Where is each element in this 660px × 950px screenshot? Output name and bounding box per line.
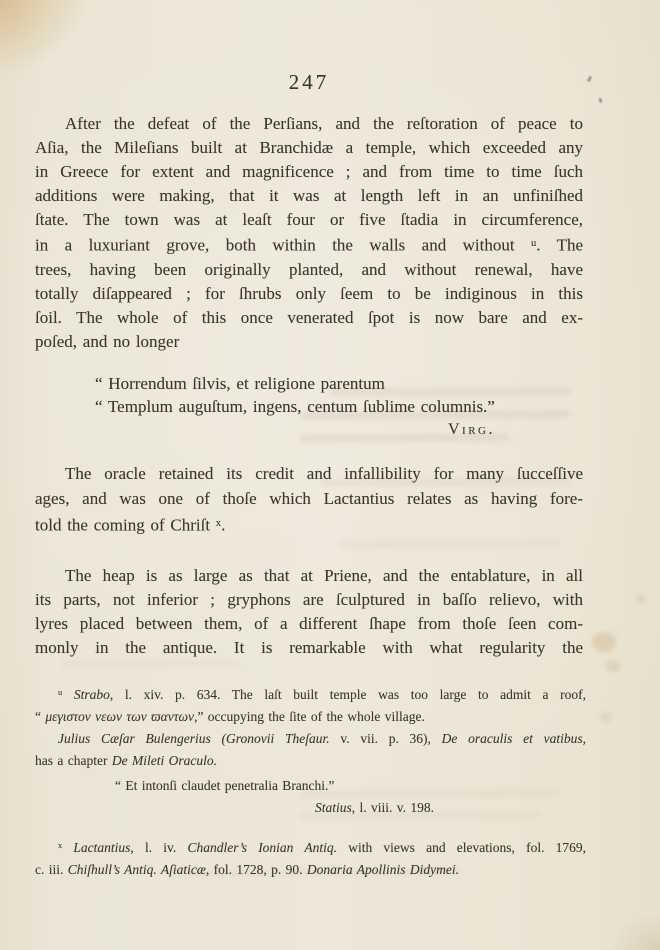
text-segment: c. iii. (35, 861, 68, 877)
footnote-marker-u: u (530, 238, 537, 249)
text-segment: Strabo (73, 686, 110, 702)
text-segment: ,” occupying the ſite of the whole village. (194, 708, 425, 724)
paragraph-temple-at-branchidae (35, 112, 583, 354)
text-line (35, 258, 583, 282)
text-segment: , l. xiv. p. 634. The laſt built temple was too large to admit a roof, (109, 686, 586, 702)
text-segment: its parts, not inferior ; gryphons are ſculptured in baſſo relievo, with (35, 590, 583, 609)
text-line (35, 232, 583, 258)
text-segment: , l. viii. v. 198. (351, 800, 435, 815)
bleed-through-line (340, 539, 560, 548)
greek-quotation: μεγιστον νεων των ϖαντων (45, 708, 195, 724)
text-segment: After the defeat of the Perſians, and the reſtoration of peace to (65, 114, 583, 133)
bleed-through-line (60, 660, 240, 668)
paragraph-heap-description (35, 564, 583, 660)
verse-line: “ Templum auguſtum, ingens, centum ſublime columnis.” (95, 397, 495, 416)
text-segment: “ (35, 708, 46, 724)
footnote-line (35, 835, 586, 859)
footnote-marker-u: u (58, 688, 63, 697)
text-segment: , l. iv. (130, 839, 188, 855)
text-segment: told the coming of Chriſt (35, 515, 216, 535)
footnote-strabo (35, 682, 586, 772)
foxing-spot (606, 660, 620, 672)
text-line (35, 486, 583, 511)
footnote-line (35, 859, 586, 881)
text-segment: additions were making, that it was at length left in an unfiniſhed (35, 186, 583, 205)
text-segment: De oraculis et vatibus (441, 730, 583, 746)
text-line (35, 461, 583, 486)
text-line (35, 136, 583, 160)
text-segment: poſed, and no longer (35, 331, 180, 351)
text-line (35, 160, 583, 184)
footnote-lactantius (35, 835, 586, 881)
text-line (35, 184, 583, 208)
text-segment: Statius (315, 800, 352, 815)
text-segment: . The (536, 235, 583, 255)
text-segment: Lactantius (73, 839, 131, 855)
footnote-line (35, 706, 586, 728)
text-segment: in a luxuriant grove, both within the walls and without (35, 235, 531, 255)
text-segment: The heap is as large as that at Priene, and the entablature, in all (65, 566, 583, 585)
text-segment: ſoil. The whole of this once venerated ſpot is now bare and ex- (35, 307, 583, 327)
text-segment: ſtate. The town was at leaſt four or five ſtadia in circumference, (35, 210, 583, 229)
text-segment: trees, having been originally planted, and without renewal, have (35, 259, 583, 279)
pencil-mark (587, 76, 592, 83)
text-segment: Aſia, the Mileſians built at Branchidæ a temple, which exceeded any (35, 138, 583, 157)
verse-line: “ Et intonſi claudet penetralia Branchi.” (115, 778, 335, 793)
text-segment: . (221, 515, 226, 535)
text-line (35, 112, 583, 136)
pencil-mark (598, 98, 602, 104)
text-line (35, 511, 583, 538)
text-segment: Julius Cæſar Bulengerius (Gronovii Theſaur. (58, 730, 330, 746)
text-segment: , (582, 730, 587, 746)
text-segment: ages, and was one of thoſe which Lactantius relates as having fore- (35, 489, 583, 508)
text-segment: lyres placed between them, of a different ſhape from thoſe ſeen com- (35, 614, 583, 633)
text-segment: De Mileti Oraculo. (111, 752, 217, 768)
quote-attribution: Virg. (448, 421, 495, 438)
text-segment: with views and elevations, fol. 1769, (337, 839, 587, 855)
text-line (35, 306, 583, 330)
text-line (35, 564, 583, 588)
footnote-marker-x: x (58, 841, 63, 850)
foxing-spot (600, 712, 612, 722)
footnote-line (35, 750, 586, 772)
text-segment: in Greece for extent and magnificence ; and from time to time ſuch (35, 162, 583, 181)
footnote-marker-x: x (215, 518, 222, 529)
text-segment (62, 687, 74, 702)
verse-line: “ Horrendum ſilvis, et religione parentum (95, 374, 385, 393)
text-line (35, 330, 583, 354)
text-segment: v. vii. p. 36), (329, 730, 442, 746)
text-line (35, 282, 583, 306)
text-segment: has a chapter (35, 752, 112, 768)
text-line (35, 208, 583, 232)
footnote-line (35, 728, 586, 750)
text-segment: Donaria Apollinis Didymei. (306, 861, 460, 877)
text-segment: Chandler’s Ionian Antiq. (187, 839, 338, 855)
text-segment: totally diſappeared ; for ſhrubs only ſeem to be indiginous in this (35, 283, 583, 303)
page-number: 247 (288, 70, 330, 94)
foxing-spot (592, 632, 616, 652)
paragraph-oracle-credit (35, 461, 583, 538)
foxing-spot (636, 594, 646, 603)
text-line (35, 612, 583, 636)
verse-quotation-virgil (95, 372, 565, 438)
text-line (35, 636, 583, 660)
text-segment: The oracle retained its credit and infallibility for many ſucceſſive (65, 464, 583, 483)
text-segment: , fol. 1728, p. 90. (205, 861, 307, 877)
text-segment: monly in the antique. It is remarkable with what regularity the (35, 638, 583, 657)
text-line (35, 588, 583, 612)
text-segment: Chiſhull’s Antiq. Aſiaticæ (67, 861, 206, 877)
footnote-statius-verse (35, 775, 586, 819)
verse-citation (35, 797, 586, 819)
footnote-line (35, 682, 586, 706)
text-segment (62, 840, 73, 855)
